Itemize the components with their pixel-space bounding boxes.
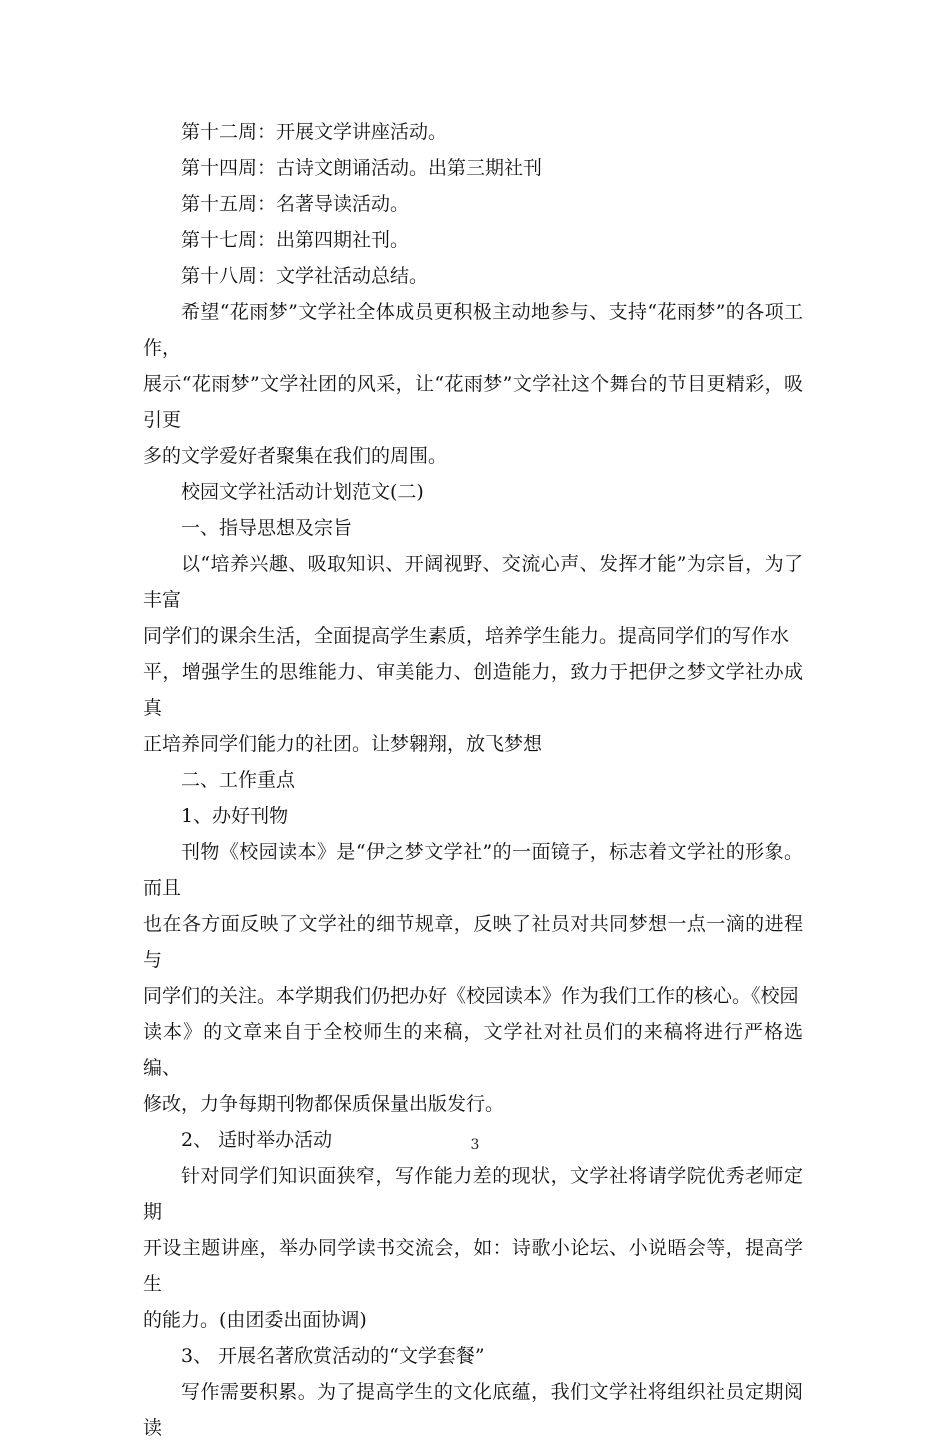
text-line: 的能力。(由团委出面协调) xyxy=(143,1309,367,1331)
text-line: 写作需要积累。为了提高学生的文化底蕴，我们文学社将组织社员定期阅读 xyxy=(143,1381,803,1439)
text-line: 同学们的关注。本学期我们仍把办好《校园读本》作为我们工作的核心。《校园 xyxy=(143,985,799,1007)
text-line: 平，增强学生的思维能力、审美能力、创造能力，致力于把伊之梦文学社办成真 xyxy=(143,661,803,719)
subsection-heading: 3、 开展名著欣赏活动的“文学套餐” xyxy=(181,1345,485,1367)
text-line: 展示“花雨梦”文学社团的风采，让“花雨梦”文学社这个舞台的节目更精彩，吸引更 xyxy=(143,373,803,431)
text-line: 以“培养兴趣、吸取知识、开阔视野、交流心声、发挥才能”为宗旨，为了丰富 xyxy=(143,553,803,611)
text-line: 也在各方面反映了文学社的细节规章，反映了社员对共同梦想一点一滴的进程与 xyxy=(143,913,803,971)
text-line: 第十四周：古诗文朗诵活动。出第三期社刊 xyxy=(181,157,543,179)
section-title: 校园文学社活动计划范文(二) xyxy=(181,481,424,503)
text-line: 第十七周：出第四期社刊。 xyxy=(181,229,410,251)
text-line: 希望“花雨梦”文学社全体成员更积极主动地参与、支持“花雨梦”的各项工作， xyxy=(143,301,803,359)
text-line: 正培养同学们能力的社团。让梦翱翔，放飞梦想 xyxy=(143,733,543,755)
text-line: 修改，力争每期刊物都保质保量出版发行。 xyxy=(143,1093,505,1115)
section-heading: 一、指导思想及宗旨 xyxy=(181,517,353,539)
subsection-heading: 2、 适时举办活动 xyxy=(181,1129,333,1151)
text-line: 第十八周：文学社活动总结。 xyxy=(181,265,429,287)
page-number: 3 xyxy=(470,1137,480,1153)
text-line: 刊物《校园读本》是“伊之梦文学社”的一面镜子，标志着文学社的形象。而且 xyxy=(143,841,803,899)
text-line: 第十二周：开展文学讲座活动。 xyxy=(181,121,448,143)
text-line: 第十五周：名著导读活动。 xyxy=(181,193,410,215)
text-line: 开设主题讲座，举办同学读书交流会，如：诗歌小论坛、小说晤会等，提高学生 xyxy=(143,1237,803,1295)
text-line: 多的文学爱好者聚集在我们的周围。 xyxy=(143,445,448,467)
document-body xyxy=(143,114,803,1446)
section-heading: 二、工作重点 xyxy=(181,769,296,791)
text-line: 同学们的课余生活，全面提高学生素质，培养学生能力。提高同学们的写作水 xyxy=(143,625,790,647)
subsection-heading: 1、办好刊物 xyxy=(181,805,289,827)
text-line: 针对同学们知识面狭窄，写作能力差的现状，文学社将请学院优秀老师定期 xyxy=(143,1165,803,1223)
text-line: 读本》的文章来自于全校师生的来稿，文学社对社员们的来稿将进行严格选编、 xyxy=(143,1021,803,1079)
